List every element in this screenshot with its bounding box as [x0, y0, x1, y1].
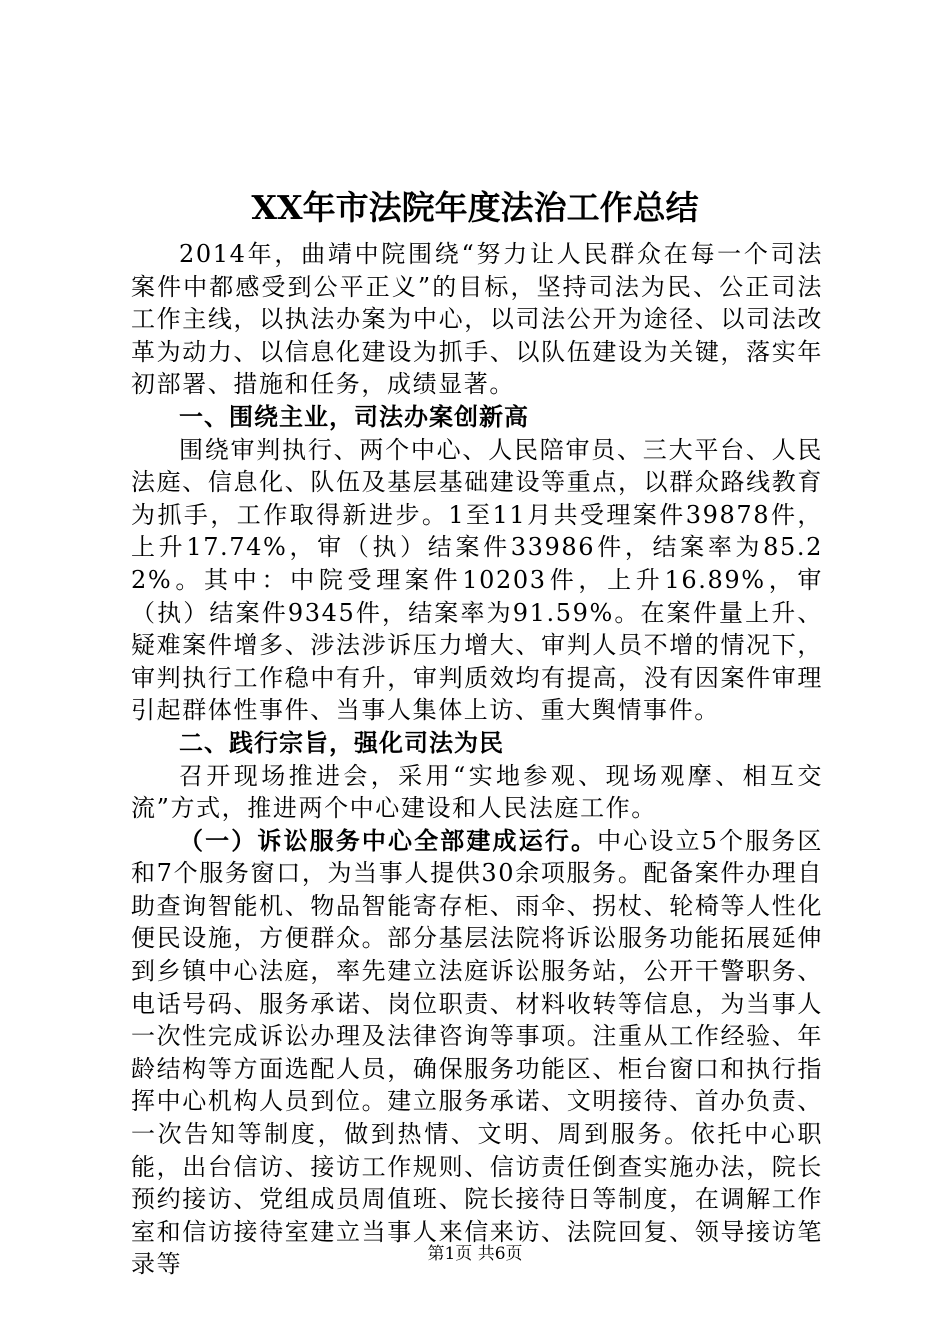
section-heading-1: 一、围绕主业，司法办案创新高	[179, 402, 529, 431]
document-title: XX年市法院年度法治工作总结	[251, 188, 699, 227]
subsection-1-paragraph	[131, 825, 823, 1281]
subsection-1-text: 中心设立5个服务区和7个服务窗口，为当事人提供30余项服务。配备案件办理自助查询智能机、物品智能寄存柜、雨伞、拐杖、轮椅等人性化便民设施，方便群众。部分基层法院将诉讼服务功能拓展延伸到乡镇中心法庭，率先建立法庭诉讼服务站，公开干警职务、电话号码、服务承诺、岗位职责、材料收转等信息，为当事人一次性完成诉讼办理及法律咨询等事项。注重从工作经验、年龄结构等方面选配人员，确保服务功能区、柜台窗口和执行指挥中心机构人员到位。建立服务承诺、文明接待、首办负责、一次告知等制度，做到热情、文明、周到服务。依托中心职能，出台信访、接访工作规则、信访责任倒查实施办法，院长预约接访、党组成员周值班、院长接待日等制度，在调解工作室和信访接待室建立当事人来信来访、法院回复、领导接访笔录等	[131, 826, 823, 1279]
section-2-paragraph: 召开现场推进会，采用“实地参观、现场观摩、相互交流”方式，推进两个中心建设和人民法庭工作。	[131, 761, 823, 823]
page-number-footer: 第1页 共6页	[427, 1244, 523, 1264]
intro-paragraph: 2014年，曲靖中院围绕“努力让人民群众在每一个司法案件中都感受到公平正义”的目标，坚持司法为民、公正司法工作主线，以执法办案为中心，以司法公开为途径、以司法改革为动力、以信息化建设为抓手、以队伍建设为关键，落实年初部署、措施和任务，成绩显著。	[131, 240, 823, 399]
subsection-1-heading: （一）诉讼服务中心全部建成运行。	[179, 826, 598, 855]
section-heading-2: 二、践行宗旨，强化司法为民	[179, 728, 504, 757]
section-1-paragraph: 围绕审判执行、两个中心、人民陪审员、三大平台、人民法庭、信息化、队伍及基层基础建设等重点，以群众路线教育为抓手，工作取得新进步。1至11月共受理案件39878件，上升17.74%，审（执）结案件33986件，结案率为85.22%。其中：中院受理案件10203件，上升16.89%，审（执）结案件9345件，结案率为91.59%。在案件量上升、疑难案件增多、涉法涉诉压力增大、审判人员不增的情况下，审判执行工作稳中有升，审判质效均有提高，没有因案件审理引起群体性事件、当事人集体上访、重大舆情事件。	[131, 435, 823, 725]
document-body	[131, 238, 823, 1281]
